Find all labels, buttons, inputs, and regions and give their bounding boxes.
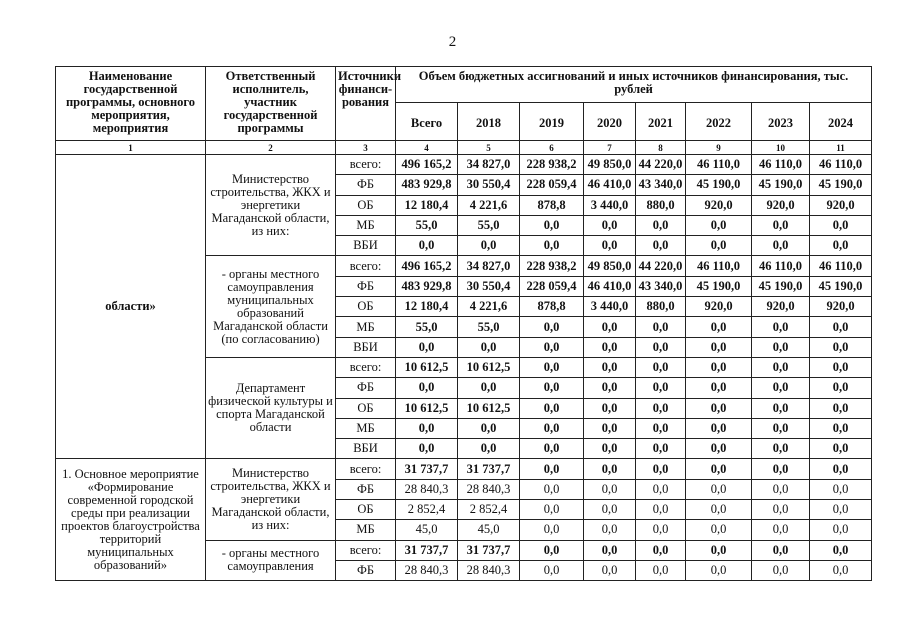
value-cell: 0,0	[520, 357, 584, 377]
value-cell: 0,0	[584, 540, 636, 560]
value-cell: 0,0	[584, 500, 636, 520]
value-cell: 228 059,4	[520, 276, 584, 296]
source-cell: ФБ	[336, 175, 396, 195]
value-cell: 3 440,0	[584, 297, 636, 317]
value-cell: 0,0	[636, 398, 686, 418]
responsible-cell: Министерство строительства, ЖКХ и энергетики Магаданской области, из них:	[206, 155, 336, 256]
source-cell: ОБ	[336, 500, 396, 520]
column-number-8: 8	[636, 141, 686, 155]
value-cell: 55,0	[396, 317, 458, 337]
value-cell: 0,0	[686, 439, 752, 459]
value-cell: 0,0	[636, 540, 686, 560]
value-cell: 45,0	[458, 520, 520, 540]
value-cell: 880,0	[636, 195, 686, 215]
value-cell: 0,0	[810, 479, 872, 499]
value-cell: 496 165,2	[396, 155, 458, 175]
program-name-cell: области»	[56, 155, 206, 459]
value-cell: 4 221,6	[458, 297, 520, 317]
value-cell: 0,0	[810, 215, 872, 235]
value-cell: 0,0	[686, 500, 752, 520]
value-cell: 0,0	[810, 459, 872, 479]
value-cell: 0,0	[636, 500, 686, 520]
source-cell: ФБ	[336, 378, 396, 398]
value-cell: 0,0	[752, 560, 810, 580]
program-name-cell: 1. Основное мероприятие «Формирование современной городской среды при реализации проектов благоустройства территорий муниципальных образований»	[56, 459, 206, 581]
page-number: 2	[448, 34, 457, 50]
value-cell: 228 938,2	[520, 155, 584, 175]
value-cell: 0,0	[686, 560, 752, 580]
value-cell: 0,0	[636, 236, 686, 256]
value-cell: 55,0	[458, 317, 520, 337]
column-number-10: 10	[752, 141, 810, 155]
value-cell: 0,0	[752, 479, 810, 499]
value-cell: 44 220,0	[636, 155, 686, 175]
value-cell: 28 840,3	[458, 560, 520, 580]
value-cell: 0,0	[686, 357, 752, 377]
value-cell: 10 612,5	[396, 357, 458, 377]
value-cell: 0,0	[810, 560, 872, 580]
source-cell: ФБ	[336, 479, 396, 499]
value-cell: 0,0	[396, 418, 458, 438]
responsible-cell: - органы местного самоуправления муниципальных образований Магаданской области (по согласованию)	[206, 256, 336, 357]
value-cell: 3 440,0	[584, 195, 636, 215]
value-cell: 0,0	[686, 398, 752, 418]
value-cell: 10 612,5	[396, 398, 458, 418]
header-year-2: 2019	[520, 103, 584, 141]
header-responsible: Ответственный исполнитель, участник государственной программы	[206, 67, 336, 141]
value-cell: 0,0	[520, 500, 584, 520]
value-cell: 0,0	[752, 236, 810, 256]
value-cell: 920,0	[810, 297, 872, 317]
value-cell: 0,0	[584, 418, 636, 438]
value-cell: 0,0	[584, 317, 636, 337]
column-number-9: 9	[686, 141, 752, 155]
header-year-4: 2021	[636, 103, 686, 141]
column-number-4: 4	[396, 141, 458, 155]
value-cell: 0,0	[810, 520, 872, 540]
value-cell: 228 059,4	[520, 175, 584, 195]
value-cell: 0,0	[810, 500, 872, 520]
budget-table	[55, 66, 872, 581]
value-cell: 0,0	[458, 439, 520, 459]
header-year-1: 2018	[458, 103, 520, 141]
responsible-cell: Министерство строительства, ЖКХ и энергетики Магаданской области, из них:	[206, 459, 336, 540]
value-cell: 45 190,0	[810, 175, 872, 195]
value-cell: 45 190,0	[810, 276, 872, 296]
value-cell: 0,0	[810, 439, 872, 459]
value-cell: 878,8	[520, 195, 584, 215]
value-cell: 0,0	[810, 337, 872, 357]
value-cell: 0,0	[584, 378, 636, 398]
column-number-5: 5	[458, 141, 520, 155]
value-cell: 0,0	[458, 337, 520, 357]
value-cell: 0,0	[584, 236, 636, 256]
value-cell: 0,0	[396, 236, 458, 256]
value-cell: 0,0	[584, 479, 636, 499]
value-cell: 30 550,4	[458, 276, 520, 296]
value-cell: 4 221,6	[458, 195, 520, 215]
value-cell: 0,0	[520, 378, 584, 398]
value-cell: 34 827,0	[458, 256, 520, 276]
value-cell: 45,0	[396, 520, 458, 540]
source-cell: МБ	[336, 317, 396, 337]
header-budget-title: Объем бюджетных ассигнований и иных источников финансирования, тыс. рублей	[396, 67, 872, 103]
value-cell: 483 929,8	[396, 175, 458, 195]
value-cell: 0,0	[686, 236, 752, 256]
value-cell: 0,0	[584, 398, 636, 418]
header-year-6: 2023	[752, 103, 810, 141]
value-cell: 0,0	[584, 560, 636, 580]
value-cell: 0,0	[686, 317, 752, 337]
value-cell: 920,0	[686, 297, 752, 317]
value-cell: 0,0	[686, 479, 752, 499]
value-cell: 483 929,8	[396, 276, 458, 296]
value-cell: 46 410,0	[584, 175, 636, 195]
column-number-3: 3	[336, 141, 396, 155]
column-number-7: 7	[584, 141, 636, 155]
source-cell: ВБИ	[336, 236, 396, 256]
value-cell: 45 190,0	[752, 276, 810, 296]
value-cell: 30 550,4	[458, 175, 520, 195]
column-number-11: 11	[810, 141, 872, 155]
value-cell: 920,0	[686, 195, 752, 215]
value-cell: 49 850,0	[584, 155, 636, 175]
value-cell: 46 110,0	[752, 155, 810, 175]
source-cell: ОБ	[336, 398, 396, 418]
value-cell: 0,0	[752, 459, 810, 479]
value-cell: 0,0	[520, 398, 584, 418]
header-program-name: Наименование государственной программы, основного мероприятия, мероприятия	[56, 67, 206, 141]
value-cell: 0,0	[636, 215, 686, 235]
value-cell: 45 190,0	[752, 175, 810, 195]
value-cell: 920,0	[752, 195, 810, 215]
header-year-0: Всего	[396, 103, 458, 141]
value-cell: 0,0	[636, 459, 686, 479]
value-cell: 0,0	[686, 520, 752, 540]
value-cell: 0,0	[810, 236, 872, 256]
value-cell: 0,0	[520, 215, 584, 235]
value-cell: 0,0	[584, 459, 636, 479]
value-cell: 0,0	[752, 215, 810, 235]
value-cell: 0,0	[584, 357, 636, 377]
value-cell: 0,0	[636, 378, 686, 398]
value-cell: 0,0	[752, 520, 810, 540]
value-cell: 0,0	[636, 317, 686, 337]
source-cell: МБ	[336, 215, 396, 235]
value-cell: 0,0	[520, 337, 584, 357]
value-cell: 0,0	[752, 540, 810, 560]
value-cell: 0,0	[396, 337, 458, 357]
value-cell: 920,0	[810, 195, 872, 215]
value-cell: 228 938,2	[520, 256, 584, 276]
value-cell: 46 110,0	[752, 256, 810, 276]
source-cell: всего:	[336, 540, 396, 560]
value-cell: 0,0	[520, 439, 584, 459]
source-cell: ВБИ	[336, 439, 396, 459]
source-cell: всего:	[336, 357, 396, 377]
header-year-7: 2024	[810, 103, 872, 141]
value-cell: 28 840,3	[458, 479, 520, 499]
value-cell: 46 110,0	[686, 155, 752, 175]
value-cell: 878,8	[520, 297, 584, 317]
value-cell: 2 852,4	[458, 500, 520, 520]
value-cell: 0,0	[520, 236, 584, 256]
value-cell: 0,0	[810, 418, 872, 438]
value-cell: 31 737,7	[396, 540, 458, 560]
value-cell: 0,0	[752, 500, 810, 520]
value-cell: 44 220,0	[636, 256, 686, 276]
value-cell: 10 612,5	[458, 357, 520, 377]
value-cell: 0,0	[686, 418, 752, 438]
value-cell: 2 852,4	[396, 500, 458, 520]
value-cell: 0,0	[584, 439, 636, 459]
value-cell: 12 180,4	[396, 195, 458, 215]
source-cell: МБ	[336, 520, 396, 540]
value-cell: 0,0	[686, 378, 752, 398]
value-cell: 496 165,2	[396, 256, 458, 276]
value-cell: 0,0	[752, 439, 810, 459]
value-cell: 0,0	[520, 317, 584, 337]
value-cell: 0,0	[752, 317, 810, 337]
value-cell: 0,0	[584, 337, 636, 357]
value-cell: 31 737,7	[458, 459, 520, 479]
value-cell: 55,0	[396, 215, 458, 235]
value-cell: 0,0	[458, 418, 520, 438]
value-cell: 0,0	[810, 378, 872, 398]
source-cell: ВБИ	[336, 337, 396, 357]
value-cell: 0,0	[752, 418, 810, 438]
source-cell: ФБ	[336, 276, 396, 296]
value-cell: 0,0	[636, 418, 686, 438]
responsible-cell: - органы местного самоуправления	[206, 540, 336, 581]
value-cell: 0,0	[520, 418, 584, 438]
value-cell: 34 827,0	[458, 155, 520, 175]
table-row	[56, 155, 872, 175]
value-cell: 0,0	[752, 378, 810, 398]
value-cell: 0,0	[520, 479, 584, 499]
value-cell: 0,0	[584, 215, 636, 235]
value-cell: 0,0	[752, 357, 810, 377]
value-cell: 49 850,0	[584, 256, 636, 276]
source-cell: всего:	[336, 155, 396, 175]
source-cell: всего:	[336, 459, 396, 479]
value-cell: 28 840,3	[396, 479, 458, 499]
value-cell: 0,0	[686, 540, 752, 560]
value-cell: 12 180,4	[396, 297, 458, 317]
value-cell: 0,0	[520, 459, 584, 479]
value-cell: 0,0	[458, 378, 520, 398]
value-cell: 46 110,0	[686, 256, 752, 276]
value-cell: 0,0	[636, 520, 686, 540]
value-cell: 0,0	[686, 215, 752, 235]
value-cell: 0,0	[636, 337, 686, 357]
value-cell: 43 340,0	[636, 175, 686, 195]
header-year-5: 2022	[686, 103, 752, 141]
value-cell: 45 190,0	[686, 276, 752, 296]
source-cell: ОБ	[336, 195, 396, 215]
value-cell: 46 110,0	[810, 256, 872, 276]
value-cell: 0,0	[752, 337, 810, 357]
value-cell: 0,0	[520, 560, 584, 580]
source-cell: ОБ	[336, 297, 396, 317]
value-cell: 0,0	[810, 398, 872, 418]
value-cell: 43 340,0	[636, 276, 686, 296]
source-cell: ФБ	[336, 560, 396, 580]
value-cell: 55,0	[458, 215, 520, 235]
value-cell: 920,0	[752, 297, 810, 317]
value-cell: 46 410,0	[584, 276, 636, 296]
value-cell: 10 612,5	[458, 398, 520, 418]
value-cell: 28 840,3	[396, 560, 458, 580]
table-row	[56, 459, 872, 479]
value-cell: 0,0	[810, 540, 872, 560]
value-cell: 0,0	[752, 398, 810, 418]
value-cell: 0,0	[810, 317, 872, 337]
column-number-2: 2	[206, 141, 336, 155]
responsible-cell: Департамент физической культуры и спорта Магаданской области	[206, 357, 336, 458]
value-cell: 46 110,0	[810, 155, 872, 175]
value-cell: 45 190,0	[686, 175, 752, 195]
value-cell: 0,0	[636, 357, 686, 377]
header-year-3: 2020	[584, 103, 636, 141]
value-cell: 0,0	[636, 560, 686, 580]
value-cell: 0,0	[396, 439, 458, 459]
value-cell: 0,0	[686, 459, 752, 479]
value-cell: 0,0	[636, 439, 686, 459]
value-cell: 0,0	[636, 479, 686, 499]
value-cell: 0,0	[520, 540, 584, 560]
column-number-6: 6	[520, 141, 584, 155]
source-cell: всего:	[336, 256, 396, 276]
value-cell: 0,0	[686, 337, 752, 357]
value-cell: 0,0	[810, 357, 872, 377]
value-cell: 31 737,7	[396, 459, 458, 479]
value-cell: 880,0	[636, 297, 686, 317]
value-cell: 0,0	[458, 236, 520, 256]
header-sources: Источники финанси-рования	[336, 67, 396, 141]
value-cell: 0,0	[584, 520, 636, 540]
column-number-1: 1	[56, 141, 206, 155]
source-cell: МБ	[336, 418, 396, 438]
value-cell: 0,0	[520, 520, 584, 540]
value-cell: 0,0	[396, 378, 458, 398]
value-cell: 31 737,7	[458, 540, 520, 560]
